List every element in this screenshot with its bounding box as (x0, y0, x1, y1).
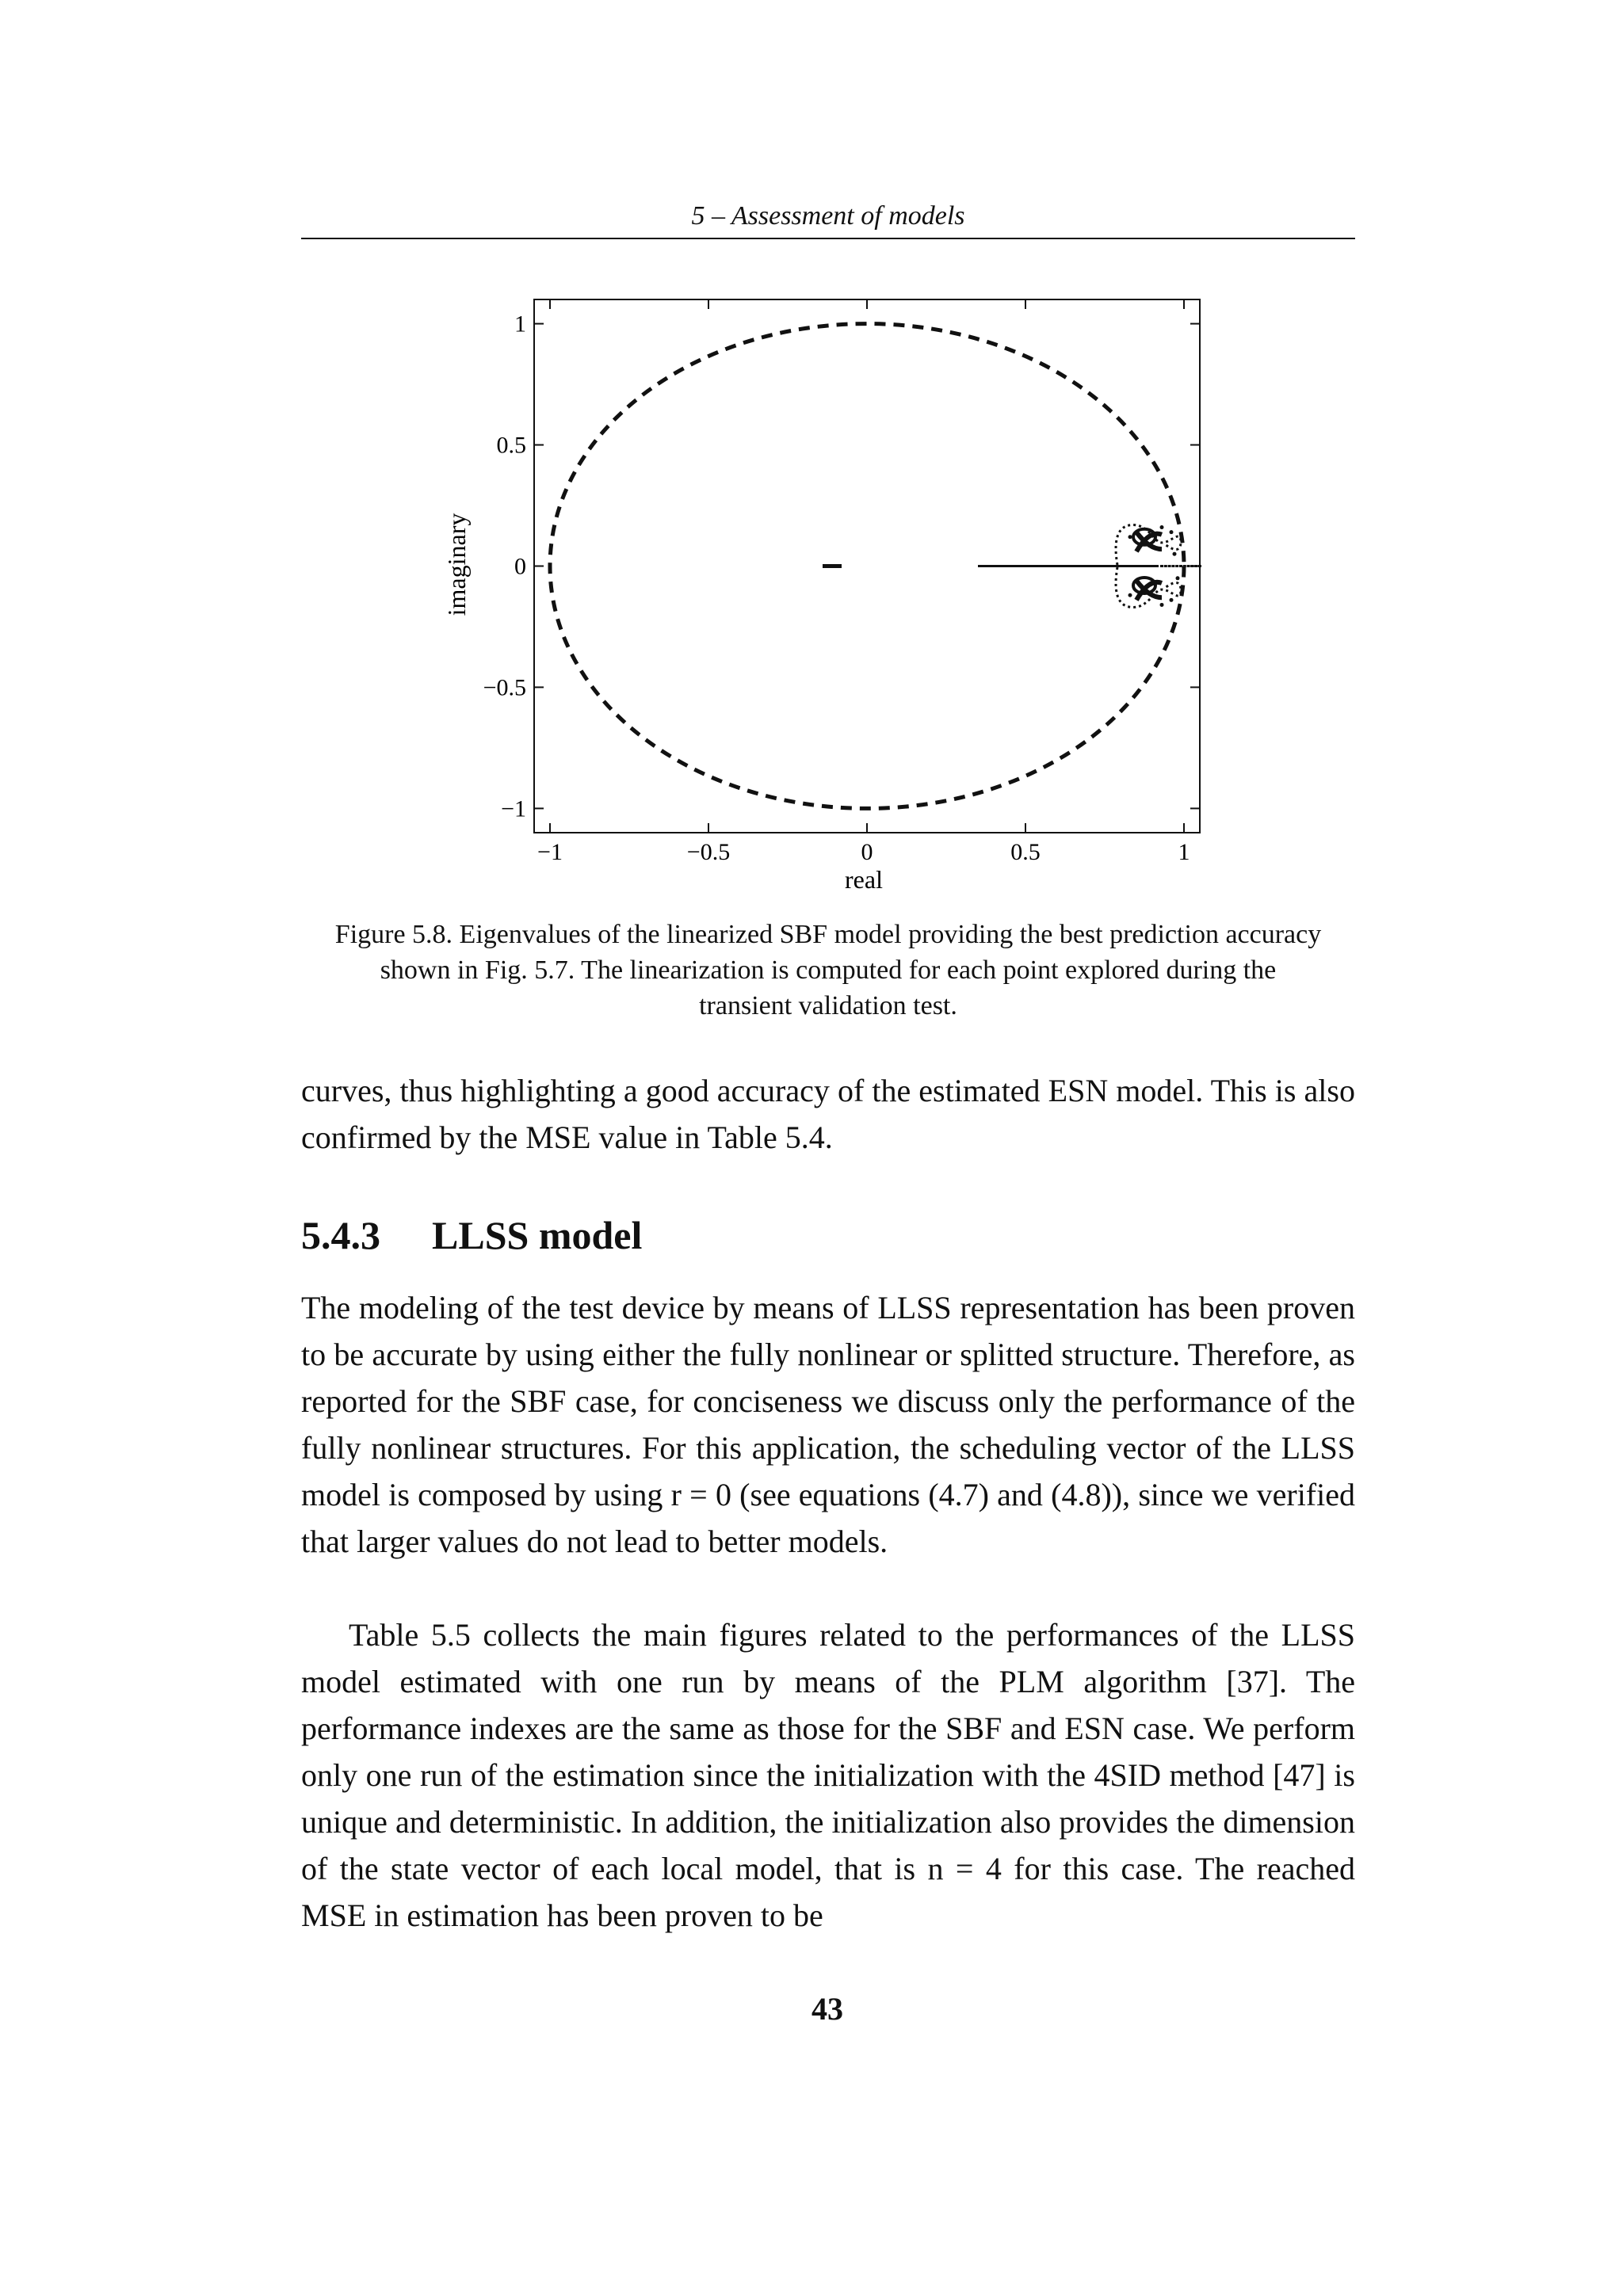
eigenvalue-plot (0, 0, 1623, 911)
real-eigen-point (1198, 565, 1201, 567)
real-eigen-point (1160, 565, 1163, 567)
real-eigen-point (1179, 565, 1182, 567)
real-eigen-point (1190, 565, 1193, 567)
eigen-point (1128, 535, 1132, 539)
paragraph-table-5-5: Table 5.5 collects the main figures related to the performances of the LLSS model estimated with one run by means of the PLM algorithm [37]. The performance indexes are the same as those for the SBF and ESN case. We perform only one run of the estimation since the initialization with the 4SID method [47] is unique and deterministic. In addition, the initialization also provides the dimension of the state vector of each local model, that is n = 4 for this case. The reached MSE in estimation has been proven to be (301, 1617, 1355, 1933)
section-number: 5.4.3 (301, 1213, 380, 1257)
section-heading (301, 1212, 642, 1258)
y-tick-label: −1 (501, 795, 526, 822)
eigen-point (835, 564, 842, 568)
eigen-point (1160, 603, 1164, 607)
x-tick-label: 1 (1178, 839, 1190, 865)
eigen-point (1170, 530, 1174, 534)
real-eigen-point (1168, 565, 1171, 567)
real-eigen-point (1183, 565, 1186, 567)
section-title-text: LLSS model (432, 1213, 643, 1257)
y-axis-label: imaginary (442, 513, 471, 616)
eigen-point (1128, 593, 1132, 597)
eigen-point (1170, 598, 1174, 602)
real-eigen-point (1164, 565, 1167, 567)
eigen-point (1160, 525, 1164, 529)
paragraph-llss-intro: The modeling of the test device by means of LLSS representation has been proven to be accurate by using either the fully nonlinear or splitted structure. Therefore, as reported for the SBF case, for conciseness we discuss only the performance of the fully nonlinear structures. For this application, the scheduling vector of the LLSS model is composed by using r = 0 (see equations (4.7) and (4.8)), since we verified that larger values do not lead to better models. (301, 1290, 1355, 1559)
y-tick-label: −0.5 (483, 674, 526, 701)
eigen-point (1176, 576, 1180, 580)
x-tick-label: 0.5 (1010, 839, 1041, 865)
figure-caption: Figure 5.8. Eigenvalues of the linearized SBF model providing the best prediction accuracy shown in Fig. 5.7. The linearization is computed for each point explored during the transient validation test. (334, 920, 1322, 1020)
y-tick-label: 0.5 (496, 432, 526, 459)
y-tick-label: 1 (514, 311, 526, 338)
x-tick-label: −0.5 (686, 839, 731, 865)
real-eigen-point (1187, 565, 1190, 567)
real-eigen-point (1175, 565, 1178, 567)
x-tick-label: 0 (861, 839, 873, 865)
running-head: 5 – Assessment of models (691, 201, 965, 231)
eigen-point (1173, 552, 1177, 556)
y-tick-label: 0 (514, 553, 526, 580)
x-tick-label: −1 (537, 839, 563, 865)
x-axis-label: real (845, 865, 883, 894)
paragraph-continuation: curves, thus highlighting a good accuracy of the estimated ESN model. This is also confirmed by the MSE value in Table 5.4. (301, 1073, 1355, 1155)
page-number: 43 (812, 1991, 843, 2027)
real-eigen-point (1194, 565, 1197, 567)
real-eigen-point (1171, 565, 1174, 567)
